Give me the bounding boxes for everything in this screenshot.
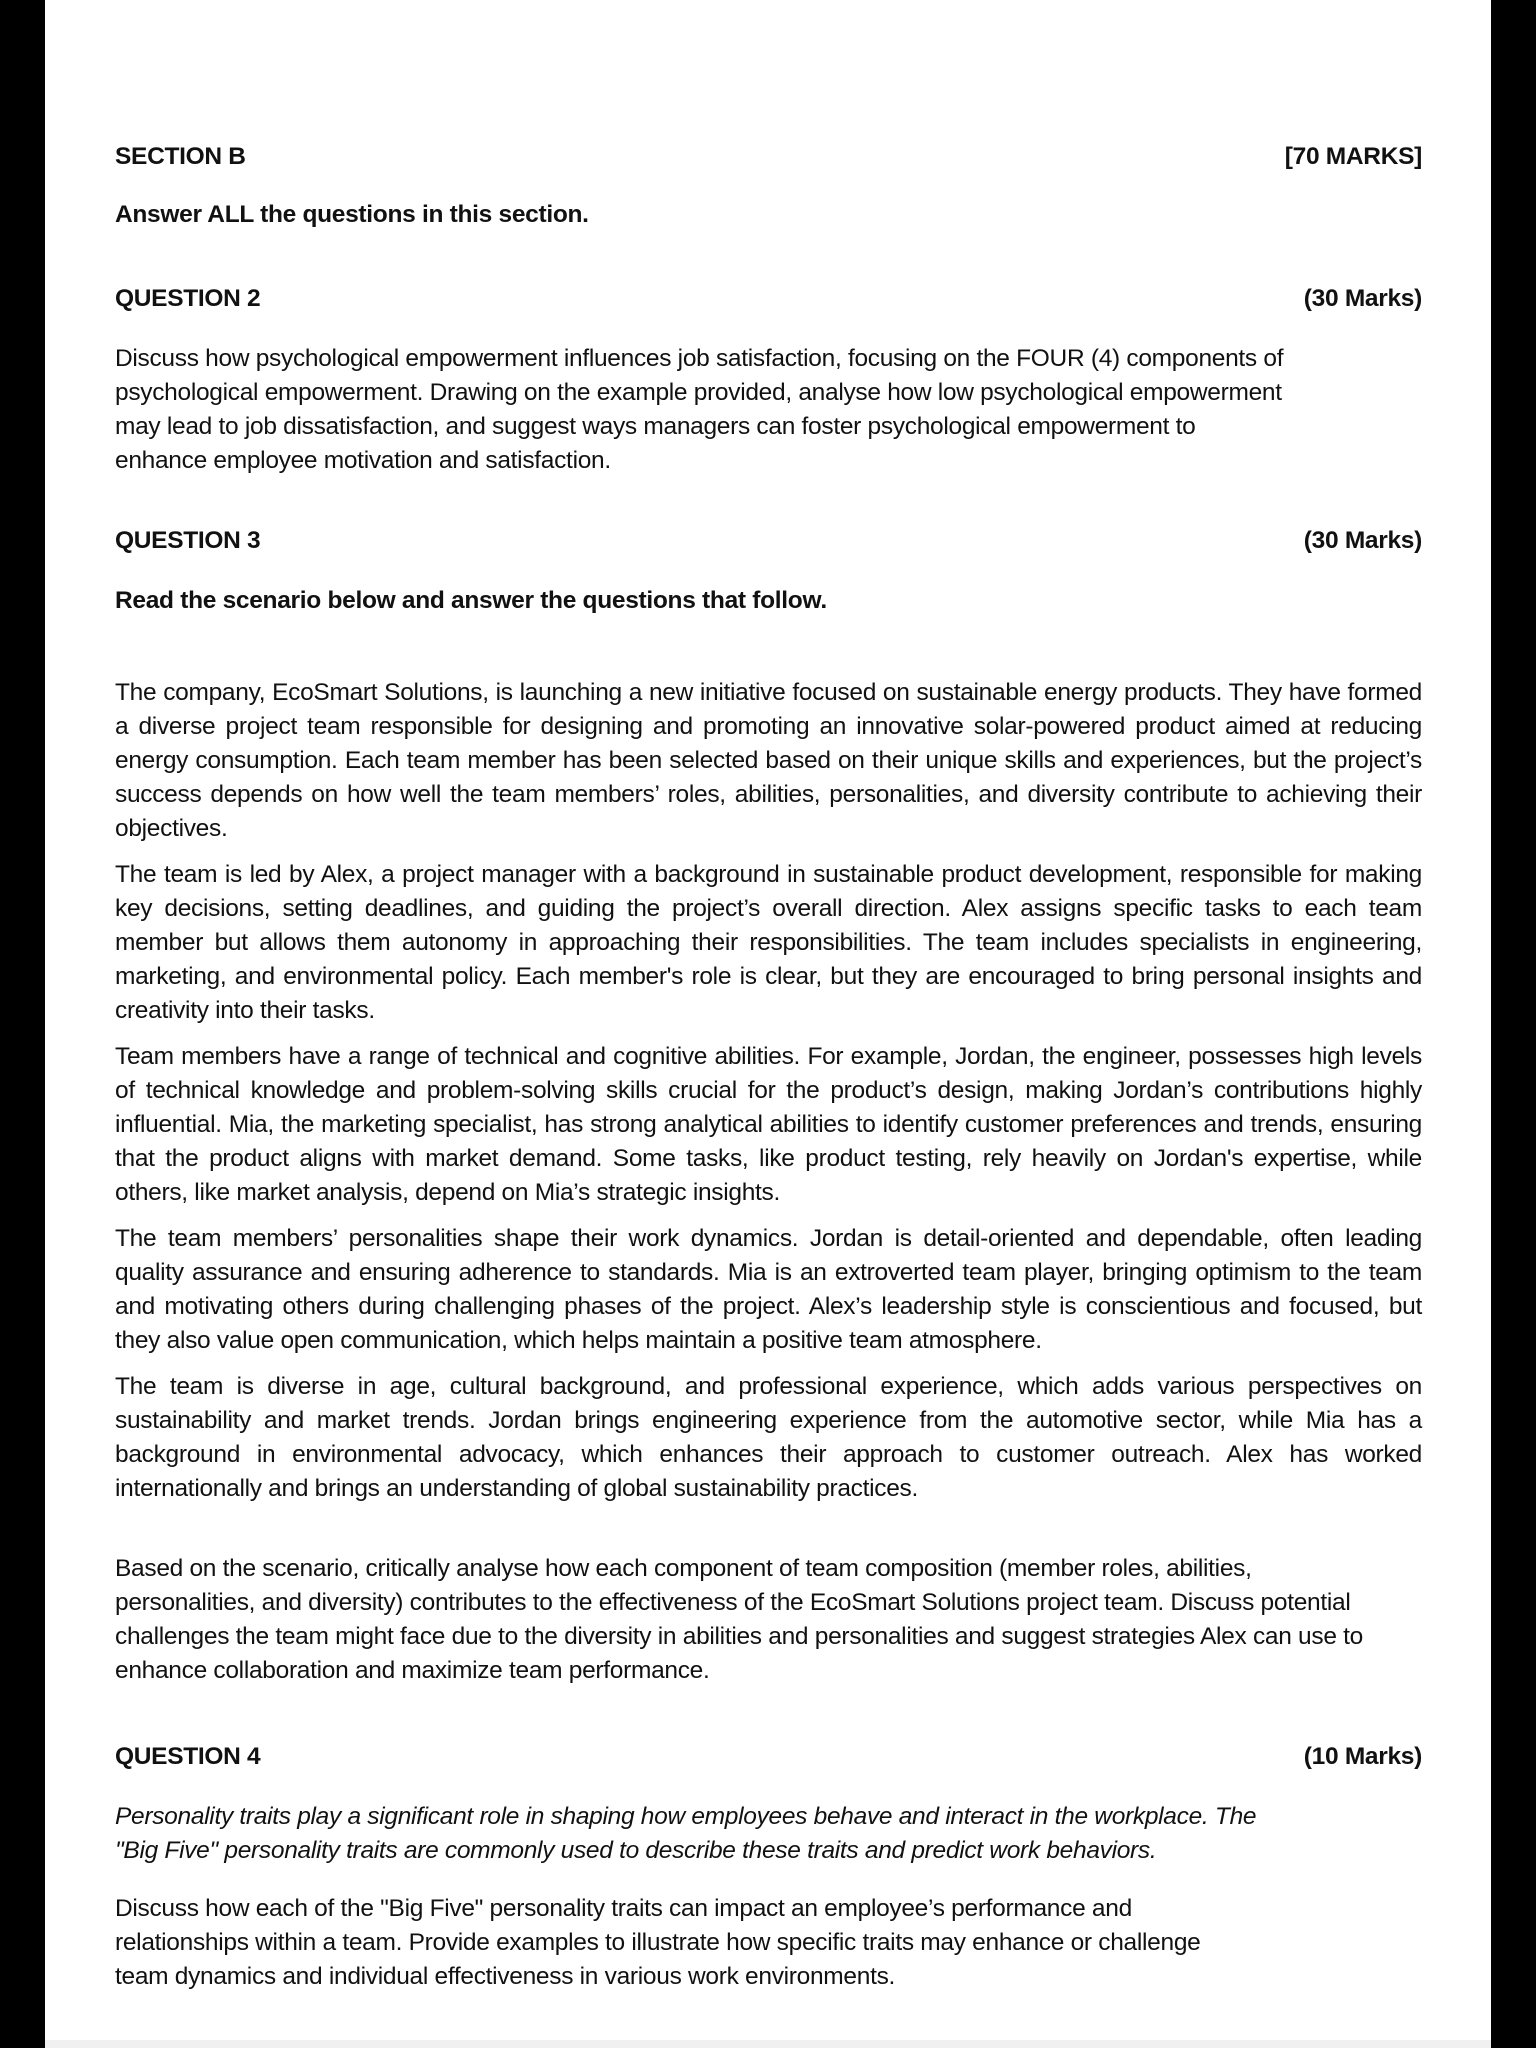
- scenario-paragraph: The company, EcoSmart Solutions, is launching a new initiative focused on sustainable energy products. They have formed a diverse project team responsible for designing and promoting an innovative solar-powered product aimed at reducing energy consumption. Each team member has been selected based on their unique skills and experiences, but the project’s success depends on how well the team members’ roles, abilities, personalities, and diversity contribute to achieving their objectives.: [115, 679, 1422, 842]
- question-4-title: QUESTION 4: [115, 1743, 261, 1770]
- section-instruction: Answer ALL the questions in this section.: [115, 201, 589, 228]
- question-2-body: Discuss how psychological empowerment influences job satisfaction, focusing on the FOUR (4) components of psychological empowerment. Drawing on the example provided, analyse how low psychological empowerment may lead to job dissatisfaction, and suggest ways managers can foster psychological empowerment to enhance employee motivation and satisfaction.: [115, 345, 1284, 474]
- question-3-instruction: Read the scenario below and answer the questions that follow.: [115, 587, 827, 614]
- question-2-marks: (30 Marks): [1303, 285, 1422, 312]
- section-title: SECTION B: [115, 143, 246, 170]
- question-4-header: [115, 1740, 1422, 1774]
- scenario-paragraph: The team members’ personalities shape their work dynamics. Jordan is detail-oriented and dependable, often leading quality assurance and ensuring adherence to standards. Mia is an extroverted team player, bringing optimism to the team and motivating others during challenging phases of the project. Alex’s leadership style is conscientious and focused, but they also value open communication, which helps maintain a positive team atmosphere.: [115, 1225, 1422, 1354]
- scenario-text: [115, 676, 1422, 1506]
- question-3-title: QUESTION 3: [115, 527, 261, 554]
- question-4-intro: Personality traits play a significant role in shaping how employees behave and interact in the workplace. The "Big Five" personality traits are commonly used to describe these traits and predict work behaviors.: [115, 1803, 1257, 1864]
- question-3-marks: (30 Marks): [1303, 527, 1422, 554]
- exam-page: [45, 0, 1491, 2048]
- section-marks: [70 MARKS]: [1284, 143, 1422, 170]
- question-2-title: QUESTION 2: [115, 285, 261, 312]
- scenario-paragraph: The team is diverse in age, cultural background, and professional experience, which adds various perspectives on sustainability and market trends. Jordan brings engineering experience from the automotive sector, while Mia has a background in environmental advocacy, which enhances their approach to customer outreach. Alex has worked internationally and brings an understanding of global sustainability practices.: [115, 1373, 1422, 1502]
- question-4-body: Discuss how each of the "Big Five" personality traits can impact an employee’s performance and relationships within a team. Provide examples to illustrate how specific traits may enhance or challenge team dynamics and individual effectiveness in various work environments.: [115, 1895, 1201, 1990]
- section-header: [115, 140, 1422, 174]
- question-3-header: [115, 524, 1422, 558]
- scenario-paragraph: Team members have a range of technical and cognitive abilities. For example, Jordan, the engineer, possesses high levels of technical knowledge and problem-solving skills crucial for the product’s design, making Jordan’s contributions highly influential. Mia, the marketing specialist, has strong analytical abilities to identify customer preferences and trends, ensuring that the product aligns with market demand. Some tasks, like product testing, rely heavily on Jordan's expertise, while others, like market analysis, depend on Mia’s strategic insights.: [115, 1043, 1422, 1206]
- question-2-header: [115, 282, 1422, 316]
- page-content: [115, 140, 1422, 1994]
- question-4-marks: (10 Marks): [1303, 1743, 1422, 1770]
- question-3-task: Based on the scenario, critically analyse how each component of team composition (member roles, abilities, personalities, and diversity) contributes to the effectiveness of the EcoSmart Solutions project team. Discuss potential challenges the team might face due to the diversity in abilities and personalities and suggest strategies Alex can use to enhance collaboration and maximize team performance.: [115, 1555, 1363, 1684]
- scenario-paragraph: The team is led by Alex, a project manager with a background in sustainable product development, responsible for making key decisions, setting deadlines, and guiding the project’s overall direction. Alex assigns specific tasks to each team member but allows them autonomy in approaching their responsibilities. The team includes specialists in engineering, marketing, and environmental policy. Each member's role is clear, but they are encouraged to bring personal insights and creativity into their tasks.: [115, 861, 1422, 1024]
